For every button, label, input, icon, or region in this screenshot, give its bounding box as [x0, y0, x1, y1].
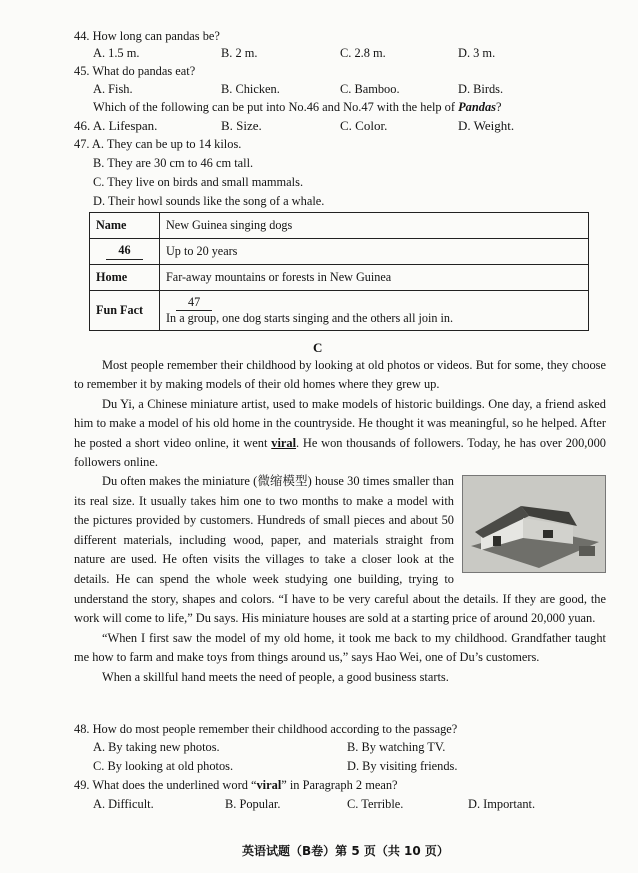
table-row [90, 265, 589, 291]
q45-option-b: B. Chicken. [221, 82, 280, 96]
question-45: 45. What do pandas eat? [74, 64, 196, 78]
q44-option-c: C. 2.8 m. [340, 46, 386, 60]
table-row [90, 213, 589, 239]
instruction-46-47: Which of the following can be put into No.46 and No.47 with the help of Pandas? [93, 100, 502, 114]
q47-option-c: C. They live on birds and small mammals. [93, 175, 304, 189]
table-header-name: Name [90, 213, 160, 239]
q48-option-d: D. By visiting friends. [347, 759, 458, 773]
q49-option-a: A. Difficult. [93, 797, 154, 811]
q46-option-c: C. Color. [340, 118, 388, 133]
q45-option-d: D. Birds. [458, 82, 504, 96]
q45-option-c: C. Bamboo. [340, 82, 400, 96]
section-title: C [313, 340, 323, 355]
q45-option-a: A. Fish. [93, 82, 133, 96]
page-footer: 英语试题（B卷）第 5 页（共 10 页） [242, 844, 449, 858]
question-48: 48. How do most people remember their childhood according to the passage? [74, 722, 458, 736]
passage-top [74, 356, 606, 472]
q46-option-d: D. Weight. [458, 118, 515, 133]
q46-option-b: B. Size. [221, 118, 262, 133]
table-header-fun-fact: Fun Fact [90, 291, 160, 331]
q49-option-b: B. Popular. [225, 797, 281, 811]
table-cell: New Guinea singing dogs [160, 213, 589, 239]
dog-info-table [89, 212, 589, 331]
miniature-house-photo [462, 475, 606, 573]
q44-option-a: A. 1.5 m. [93, 46, 140, 60]
question-44: 44. How long can pandas be? [74, 29, 220, 43]
table-row [90, 291, 589, 331]
table-blank-46: 46 [90, 239, 160, 265]
table-cell: Up to 20 years [160, 239, 589, 265]
q44-option-d: D. 3 m. [458, 46, 496, 60]
q49-option-c: C. Terrible. [347, 797, 404, 811]
question-46: 46. A. Lifespan. [74, 118, 158, 133]
table-cell: Far-away mountains or forests in New Guinea [160, 265, 589, 291]
fun-fact-text: In a group, one dog starts singing and the others all join in. [166, 311, 454, 325]
q44-option-b: B. 2 m. [221, 46, 258, 60]
paragraph-1: Most people remember their childhood by looking at old photos or videos. But for some, they choose to remember it by making models of their old homes where they grew up. [74, 358, 606, 392]
paragraph-2: Du Yi, a Chinese miniature artist, used to make models of historic buildings. One day, a friend asked him to make a model of his old home in the countryside. He thought it was meaningful, so he helped. After he posted a short video online, it went viral. He won thousands of followers. Today, he has over 200,000 followers online. [74, 396, 606, 470]
underlined-word: viral [271, 435, 297, 450]
q48-option-b: B. By watching TV. [347, 740, 446, 754]
paragraph-3: Du often makes the miniature (微缩模型) house 30 times smaller than its real size. It usually takes him one to two months to make a model with the pictures provided by customers. Hundreds of small pieces and about 50 different materials, including wood, paper, and materials straight from nature are used. He often visits the villages to take a closer look at the details. He can spend the whole week studying one building, trying to understand the story, shapes and colors. “I have to be very careful about the details. If they are good, the work will come to life,” Du says. His miniature houses are sold at a starting price of around 20,000 yuan. [74, 474, 606, 626]
table-header-home: Home [90, 265, 160, 291]
question-49: 49. What does the underlined word “viral” in Paragraph 2 mean? [74, 778, 398, 792]
table-row [90, 239, 589, 265]
q48-option-a: A. By taking new photos. [93, 740, 220, 754]
passage-wrap [74, 472, 606, 688]
q47-option-b: B. They are 30 cm to 46 cm tall. [93, 156, 254, 170]
paragraph-4: “When I first saw the model of my old home, it took me back to my childhood. Grandfather taught me how to farm and make toys from things around us,” says Hao Wei, one of Du’s customers. [74, 630, 606, 665]
question-47: 47. A. They can be up to 14 kilos. [74, 137, 242, 151]
q48-option-c: C. By looking at old photos. [93, 759, 234, 773]
q47-option-d: D. Their howl sounds like the song of a whale. [93, 194, 325, 208]
table-cell [160, 291, 589, 331]
blank-47: 47 [176, 295, 212, 311]
q49-option-d: D. Important. [468, 797, 536, 811]
paragraph-5: When a skillful hand meets the need of people, a good business starts. [102, 669, 449, 684]
